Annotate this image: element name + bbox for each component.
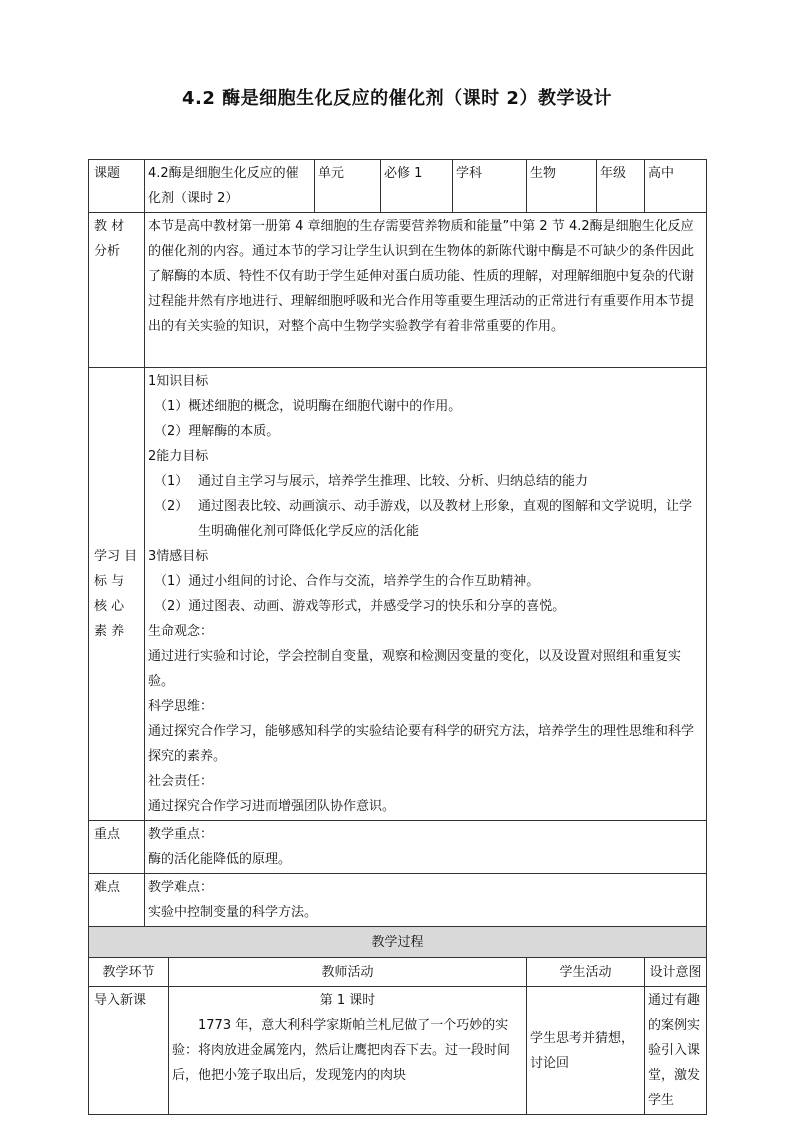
- header-row: [89, 160, 707, 213]
- process-row: [89, 987, 707, 1115]
- subject-label: 学科: [453, 160, 527, 213]
- stage-cell: 导入新课: [89, 987, 169, 1115]
- goal-line: （2）通过图表、动画、游戏等形式，并感受学习的快乐和分享的喜悦。: [154, 599, 566, 614]
- process-title: 教学过程: [89, 927, 707, 958]
- goal-line: 2能力目标: [148, 449, 209, 464]
- lesson-plan-table: [88, 159, 707, 1115]
- unit-label: 单元: [315, 160, 381, 213]
- goals-label: 学习 目 标 与 核 心 素 养: [89, 368, 145, 821]
- student-activity-cell: 学生思考并猜想，讨论回: [527, 987, 645, 1115]
- ability-item-number: （2）: [154, 499, 189, 514]
- difficulty-content: [145, 874, 707, 927]
- teacher-text: 1773 年，意大利科学家斯帕兰札尼做了一个巧妙的实验：将肉放进金属笼内，然后让鹰把肉吞下去。过一段时间后，他把小笼子取出后，发现笼内的肉块: [172, 1018, 511, 1083]
- ability-item: [148, 469, 703, 494]
- goal-line: 通过探究合作学习进而增强团队协作意识。: [148, 799, 396, 814]
- col-student: 学生活动: [527, 958, 645, 987]
- teacher-heading: 第 1 课时: [319, 993, 376, 1008]
- teacher-activity-cell: [169, 987, 527, 1115]
- ability-item-number: （1）: [154, 474, 189, 489]
- goals-content: [145, 368, 707, 821]
- topic-label: 课题: [89, 160, 145, 213]
- design-intent-cell: 通过有趣的案例实验引入课堂，激发学生: [645, 987, 707, 1115]
- topic-value: 4.2酶是细胞生化反应的催化剂（课时 2）: [145, 160, 315, 213]
- goal-line: 社会责任：: [148, 774, 214, 789]
- goal-line: （1）概述细胞的概念，说明酶在细胞代谢中的作用。: [154, 399, 462, 414]
- col-stage: 教学环节: [89, 958, 169, 987]
- goal-line: 通过探究合作学习，能够感知科学的实验结论要有科学的研究方法，培养学生的理性思维和科学探究的素养。: [148, 724, 695, 764]
- key-point-row: [89, 821, 707, 874]
- goal-line: 生命观念：: [148, 624, 214, 639]
- goal-line: 1知识目标: [148, 374, 209, 389]
- analysis-text: 本节是高中教材第一册第 4 章细胞的生存需要营养物质和能量”中第 2 节 4.2酶是细胞生化反应的催化剂的内容。通过本节的学习让学生认识到在生物体的新陈代谢中酶是不可缺少的条件因此了解酶的本质、特性不仅有助于学生延伸对蛋白质功能、性质的理解，对理解细胞中复杂的代谢过程能井然有序地进行、理解细胞呼吸和光合作用等重要生理活动的正常进行有重要作用本节提出的有关实验的知识，对整个高中生物学实验教学有着非常重要的作用。: [145, 213, 707, 368]
- subject-value: 生物: [527, 160, 597, 213]
- grade-label: 年级: [597, 160, 645, 213]
- goal-line: 科学思维：: [148, 699, 214, 714]
- difficulty-text: 实验中控制变量的科学方法。: [148, 905, 318, 920]
- goal-line: 3情感目标: [148, 549, 209, 564]
- grade-value: 高中: [645, 160, 707, 213]
- document-title: 4.2 酶是细胞生化反应的催化剂（课时 2）教学设计: [182, 88, 612, 109]
- key-point-heading: 教学重点：: [148, 827, 214, 842]
- process-columns-row: [89, 958, 707, 987]
- difficulty-label: 难点: [89, 874, 145, 927]
- goals-row: [89, 368, 707, 821]
- key-point-text: 酶的活化能降低的原理。: [148, 852, 292, 867]
- goal-line: （1）通过小组间的讨论、合作与交流，培养学生的合作互助精神。: [154, 574, 540, 589]
- goal-line: （2）理解酶的本质。: [154, 424, 280, 439]
- analysis-row: [89, 213, 707, 368]
- col-intent: 设计意图: [645, 958, 707, 987]
- col-teacher: 教师活动: [169, 958, 527, 987]
- key-point-content: [145, 821, 707, 874]
- process-title-row: [89, 927, 707, 958]
- ability-item-text: 通过图表比较、动画演示、动手游戏，以及教材上形象，直观的图解和文学说明，让学生明确催化剂可降低化学反应的活化能: [198, 499, 693, 539]
- ability-item-text: 通过自主学习与展示，培养学生推理、比较、分析、归纳总结的能力: [198, 474, 589, 489]
- unit-value: 必修 1: [381, 160, 453, 213]
- ability-item: [148, 494, 703, 544]
- key-point-label: 重点: [89, 821, 145, 874]
- difficulty-row: [89, 874, 707, 927]
- analysis-label: 教 材 分析: [89, 213, 145, 368]
- goal-line: 通过进行实验和讨论，学会控制自变量，观察和检测因变量的变化，以及设置对照组和重复实验。: [148, 649, 682, 689]
- difficulty-heading: 教学难点：: [148, 880, 214, 895]
